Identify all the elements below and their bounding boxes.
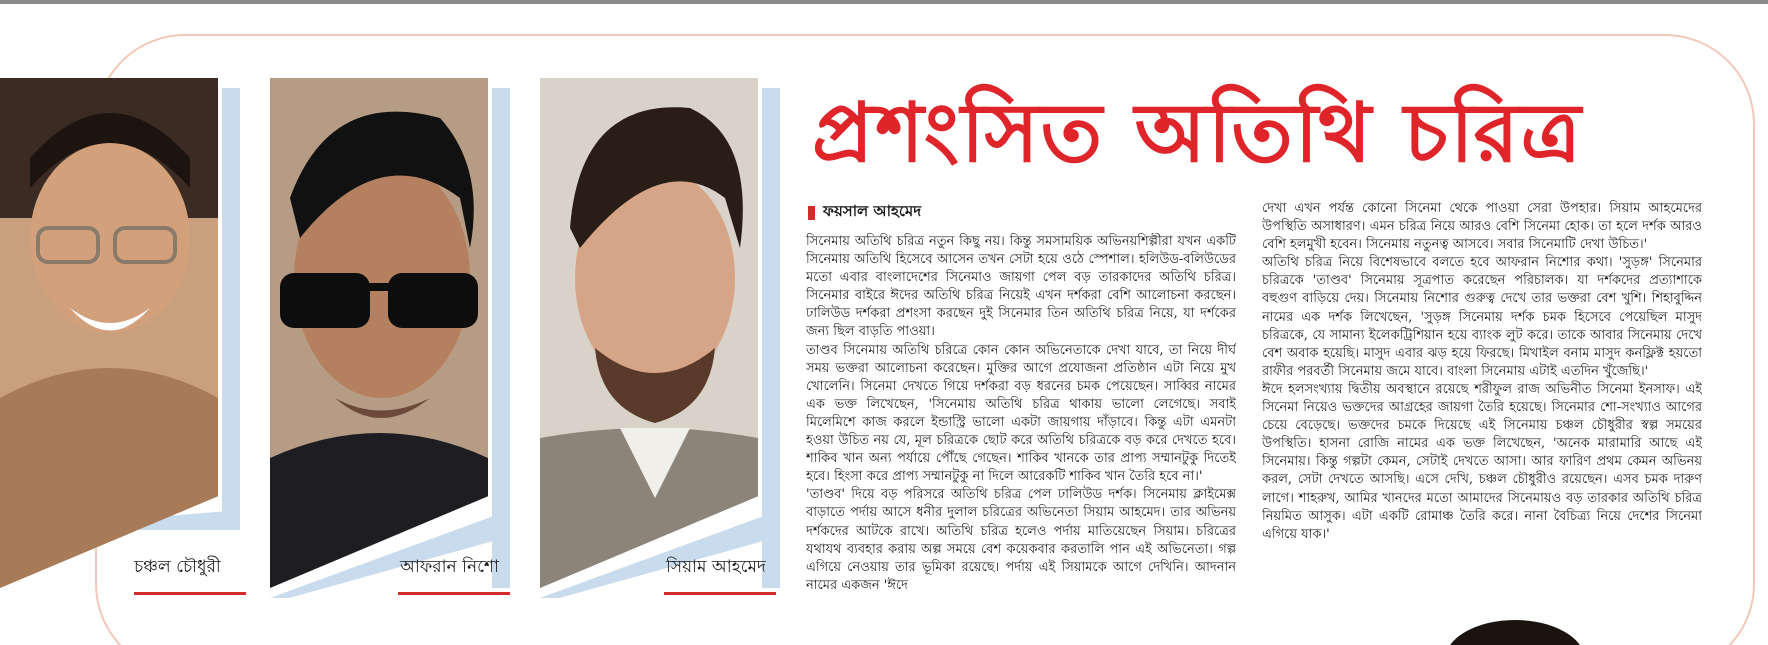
caption-chanchal: চঞ্চল চৌধুরী xyxy=(134,557,221,577)
caption-siam: সিয়াম আহমেদ xyxy=(666,557,766,577)
body-paragraph: ঈদে হলসংখ্যায় দ্বিতীয় অবস্থানে রয়েছে শরীফুল রাজ অভিনীত সিনেমা ইনসাফ। এই সিনেমা নিয়েও ভক্তদের আগ্রহের জায়গা তৈরি হয়েছে। সিনেমার শো-সংখ্যাও আগের চেয়ে বেড়েছে। ভক্তদের চমকে দিয়েছে এই সিনেমায় চঞ্চল চৌধুরীর স্বল্প সময়ের উপস্থিতি। হাসনা রোজি নামের এক ভক্ত লিখেছেন, 'অনেক মারামারি আছে এই সিনেমায়। কিন্তু গল্পটা কেমন, সেটাই দেখতে আসা। আর ফারিণ প্রথম কেমন অভিনয় করল, সেটা দেখতে আসছি। এসে দেখি, চঞ্চল চৌধুরীও রয়েছেন। এসব চমক দারুণ লাগে। শাহরুখ, আমির খানদের মতো আমাদের সিনেমায়ও বড় তারকার অতিথি চরিত্র নিয়মিত আসুক। এটা একটি রোমাঞ্চ তৈরি করে। নানা বৈচিত্র্য নিয়ে দেশের সিনেমা এগিয়ে যাক।' xyxy=(1262,381,1702,542)
body-paragraph: অতিথি চরিত্র নিয়ে বিশেষভাবে বলতে হবে আফরান নিশোর কথা। 'সুড়ঙ্গ' সিনেমার চরিত্রকে 'তাণ্ডব' সিনেমায় সূত্রপাত করেছেন পরিচালক। যা দর্শকদের প্রত্যাশাকে বহুগুণ বাড়িয়ে দেয়। সিনেমায় নিশোর গুরুত্ব দেখে তার ভক্তরা বেশ খুশি। শিহাবুদ্দিন নামের এক দর্শক লিখেছেন, 'সুড়ঙ্গ সিনেমায় দর্শক চমক হিসেবে পেয়েছিল মাসুদ চরিত্রকে, যে সামান্য ইলেকট্রিশিয়ান হয়ে ব্যাংক লুট করে। তাকে আবার সিনেমায় দেখে বেশ অবাক হয়েছি। মাসুদ এবার ঝড় হয়ে ফিরছে। মিখাইল বনাম মাসুদ কনফ্লিক্ট হয়তো রাফীর পরবর্তী সিনেমায় জমে যাবে। বাংলা সিনেমায় এটাই এতদিন খুঁজেছি।' xyxy=(1262,255,1702,379)
caption-underline-3 xyxy=(664,592,776,595)
caption-underline-2 xyxy=(398,592,510,595)
body-paragraph: তাণ্ডব সিনেমায় অতিথি চরিত্রে কোন কোন অভিনেতাকে দেখা যাবে, তা নিয়ে দীর্ঘ সময় ভক্তরা আলোচনা করেছেন। মুক্তির আগে প্রযোজনা প্রতিষ্ঠান এটা নিয়ে মুখ খোলেনি। সিনেমা দেখতে গিয়ে দর্শকরা বড় ধরনের চমক পেয়েছেন। সাব্বির নামের এক ভক্ত লিখেছেন, 'সিনেমায় অতিথি চরিত্র থাকায় ভালো লেগেছে। সবাই মিলেমিশে কাজ করলে ইন্ডাস্ট্রি ভালো একটা জায়গায় দাঁড়াবে। কিন্তু এটা এমনটা হওয়া উচিত নয় যে, মূল চরিত্রকে ছোট করে অতিথি চরিত্রকে বড় করে দেখতে হবে। শাকিব খান অন্য পর্যায়ে পৌঁছে গেছেন। শাকিব খানকে তার প্রাপ্য সম্মানটুকু দিতেই হবে। হিংসা করে প্রাপ্য সম্মানটুকু না দিলে আরেকটি শাকিব খান তৈরি হবে না।' xyxy=(806,342,1236,485)
accent-bar-1 xyxy=(222,88,240,518)
body-column-1 xyxy=(806,233,1236,613)
body-paragraph: দেখা এখন পর্যন্ত কোনো সিনেমা থেকে পাওয়া সেরা উপহার। সিয়াম আহমেদের উপস্থিতি অসাধারণ। এমন চরিত্র নিয়ে আরও বেশি সিনেমা হোক। তা হলে দর্শক আরও বেশি হলমুখী হবেন। সিনেমায় নতুনত্ব আসবে। সবার সিনেমাটি দেখা উচিত।' xyxy=(1262,201,1702,253)
byline-marker xyxy=(808,206,815,220)
byline xyxy=(808,200,921,225)
caption-underline-1 xyxy=(134,592,246,595)
body-column-2 xyxy=(1262,200,1702,612)
caption-afran: আফরান নিশো xyxy=(400,557,499,577)
byline-author: ফয়সাল আহমেদ xyxy=(823,202,922,220)
partial-photo xyxy=(1450,600,1580,645)
body-paragraph: সিনেমায় অতিথি চরিত্র নতুন কিছু নয়। কিন্তু সমসাময়িক অভিনয়শিল্পীরা যখন একটি সিনেমায় অতিথি হিসেবে আসেন তখন সেটা হয়ে ওঠে স্পেশাল। হলিউড-বলিউডের মতো এবার বাংলাদেশের সিনেমাও জায়গা পেল বড় তারকাদের অতিথি চরিত্র। সিনেমার বাইরে ঈদের অতিথি চরিত্র নিয়েই এখন দর্শকরা বেশি আলোচনা করছেন। ঢালিউড দর্শকরা প্রশংসা করছেন দুই সিনেমার তিন অতিথি চরিত্র নিয়ে, যা দর্শকের জন্য ছিল বাড়তি পাওয়া। xyxy=(806,234,1236,340)
top-rule xyxy=(0,0,1768,4)
body-paragraph: 'তাণ্ডব' দিয়ে বড় পরিসরে অতিথি চরিত্র পেল ঢালিউড দর্শক। সিনেমায় ক্লাইমেক্স বাড়াতে পর্দায় আসে ধনীর দুলাল চরিত্রের অভিনেতা সিয়াম আহমেদ। তার অভিনয় দর্শকদের আটকে রাখে। অতিথি চরিত্র হলেও পর্দায় মাতিয়েছেন সিয়াম। চরিত্রের যথাযথ ব্যবহার করায় অল্প সময়ে বেশ কয়েকবার করতালি পান এই অভিনেতা। গল্প এগিয়ে নেওয়ায় তার ভূমিকা রয়েছে। পর্দায় এই সিয়ামকে আগে দেখিনি। আদনান নামের একজন 'ঈদে xyxy=(806,487,1236,593)
article-headline: প্রশংসিত অতিথি চরিত্র xyxy=(812,86,1583,181)
